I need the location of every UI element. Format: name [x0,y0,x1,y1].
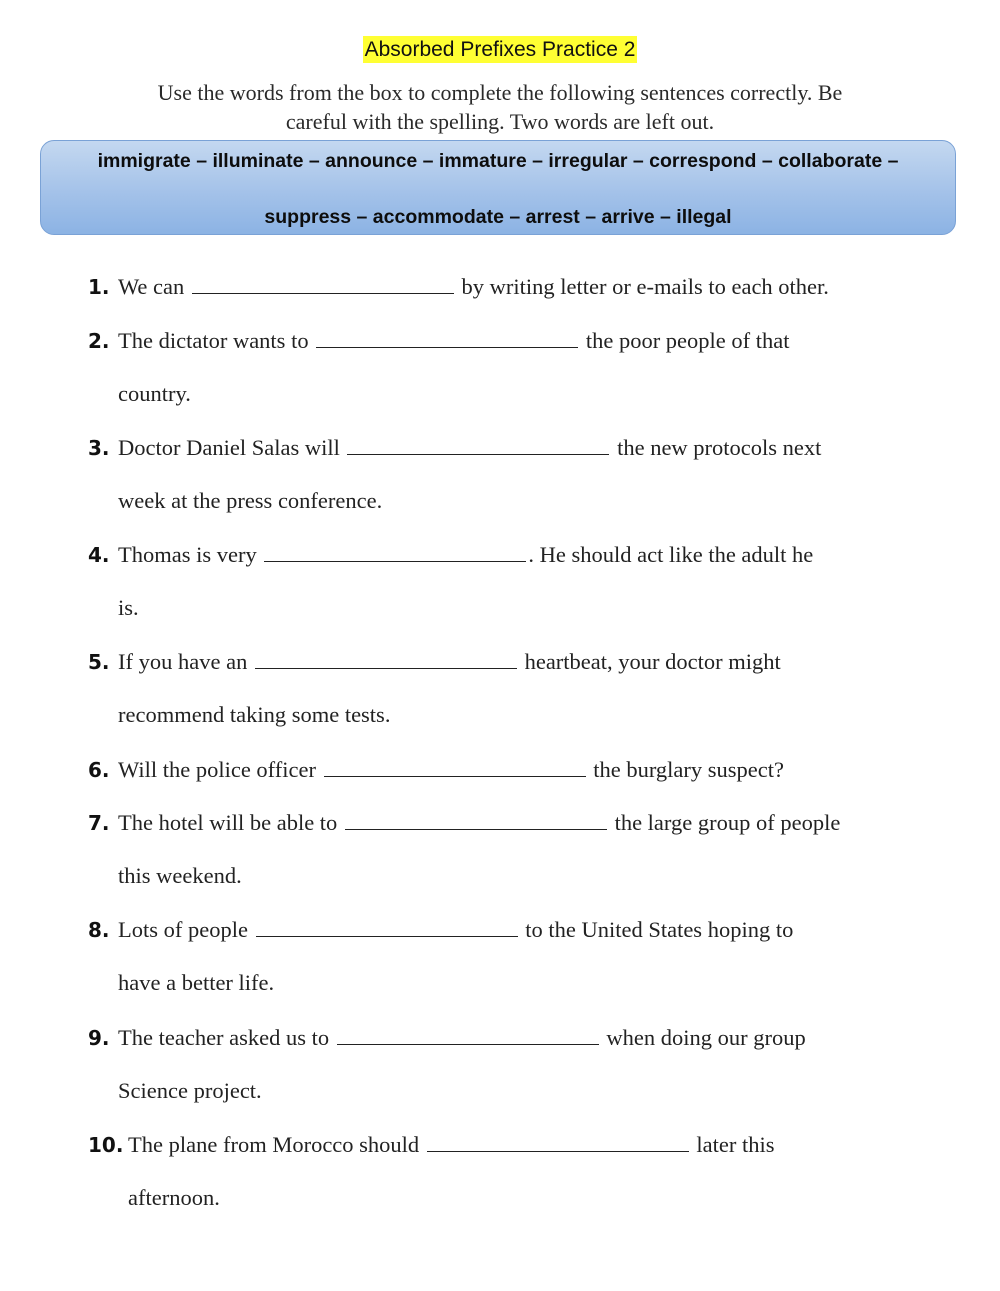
instructions-line-2: careful with the spelling. Two words are left out. [285,109,715,134]
question-number: 7. [88,811,110,835]
instructions [60,78,940,136]
question-text-after: the large group of people [614,810,841,835]
question-text-after: to the United States hoping to [525,917,794,942]
question-text-after: the burglary suspect? [593,757,785,782]
question-number: 2. [88,329,110,353]
question-line [128,1131,775,1159]
question-text-before: Thomas is very [118,542,257,567]
question-line [118,273,829,301]
question-line [118,648,781,676]
question-continuation: week at the press conference. [118,488,383,513]
question-text-before: Lots of people [118,917,248,942]
instructions-line-1: Use the words from the box to complete the following sentences correctly. Be [157,80,843,105]
question-number: 3. [88,436,110,460]
question-number: 6. [88,758,110,782]
question-text-before: Will the police officer [118,757,316,782]
question-line [118,434,821,462]
question-continuation: recommend taking some tests. [118,702,391,727]
question-text-after: heartbeat, your doctor might [524,649,781,674]
question-text-before: The plane from Morocco should [128,1132,420,1157]
word-bank-line-1: immigrate – illuminate – announce – immature – irregular – correspond – collaborate – [97,150,899,172]
question-continuation: have a better life. [118,970,275,995]
question-text-before: We can [118,274,185,299]
answer-blank[interactable] [192,273,454,294]
question-number: 4. [88,543,110,567]
question-text-after: when doing our group [606,1025,806,1050]
question-text-after: later this [696,1132,775,1157]
question-number: 10. [88,1133,124,1157]
answer-blank[interactable] [255,648,517,669]
question-line [118,916,793,944]
question-continuation: Science project. [118,1078,262,1103]
title-wrap [0,36,1000,63]
answer-blank[interactable] [345,809,607,830]
question-text-after: the poor people of that [585,328,790,353]
question-number: 1. [88,275,110,299]
question-text-after: by writing letter or e-mails to each other. [461,274,829,299]
question-continuation: is. [118,595,139,620]
question-continuation: afternoon. [128,1185,220,1210]
question-line [118,327,790,355]
question-continuation: country. [118,381,191,406]
word-bank-box [40,140,956,235]
question-number: 9. [88,1026,110,1050]
question-text-after: . He should act like the adult he [528,542,814,567]
answer-blank[interactable] [324,756,586,777]
answer-blank[interactable] [347,434,609,455]
question-number: 5. [88,650,110,674]
question-text-after: the new protocols next [617,435,822,460]
worksheet-title: Absorbed Prefixes Practice 2 [364,38,636,61]
answer-blank[interactable] [264,541,526,562]
question-text-before: The hotel will be able to [118,810,338,835]
question-number: 8. [88,918,110,942]
question-line [118,809,840,837]
answer-blank[interactable] [427,1131,689,1152]
question-text-before: If you have an [118,649,248,674]
question-text-before: The dictator wants to [118,328,309,353]
question-text-before: The teacher asked us to [118,1025,330,1050]
answer-blank[interactable] [316,327,578,348]
word-bank-line-2: suppress – accommodate – arrest – arrive – illegal [264,206,732,228]
question-line [118,541,813,569]
answer-blank[interactable] [337,1024,599,1045]
question-line [118,756,784,784]
question-continuation: this weekend. [118,863,242,888]
question-text-before: Doctor Daniel Salas will [118,435,340,460]
answer-blank[interactable] [256,916,518,937]
question-line [118,1024,806,1052]
